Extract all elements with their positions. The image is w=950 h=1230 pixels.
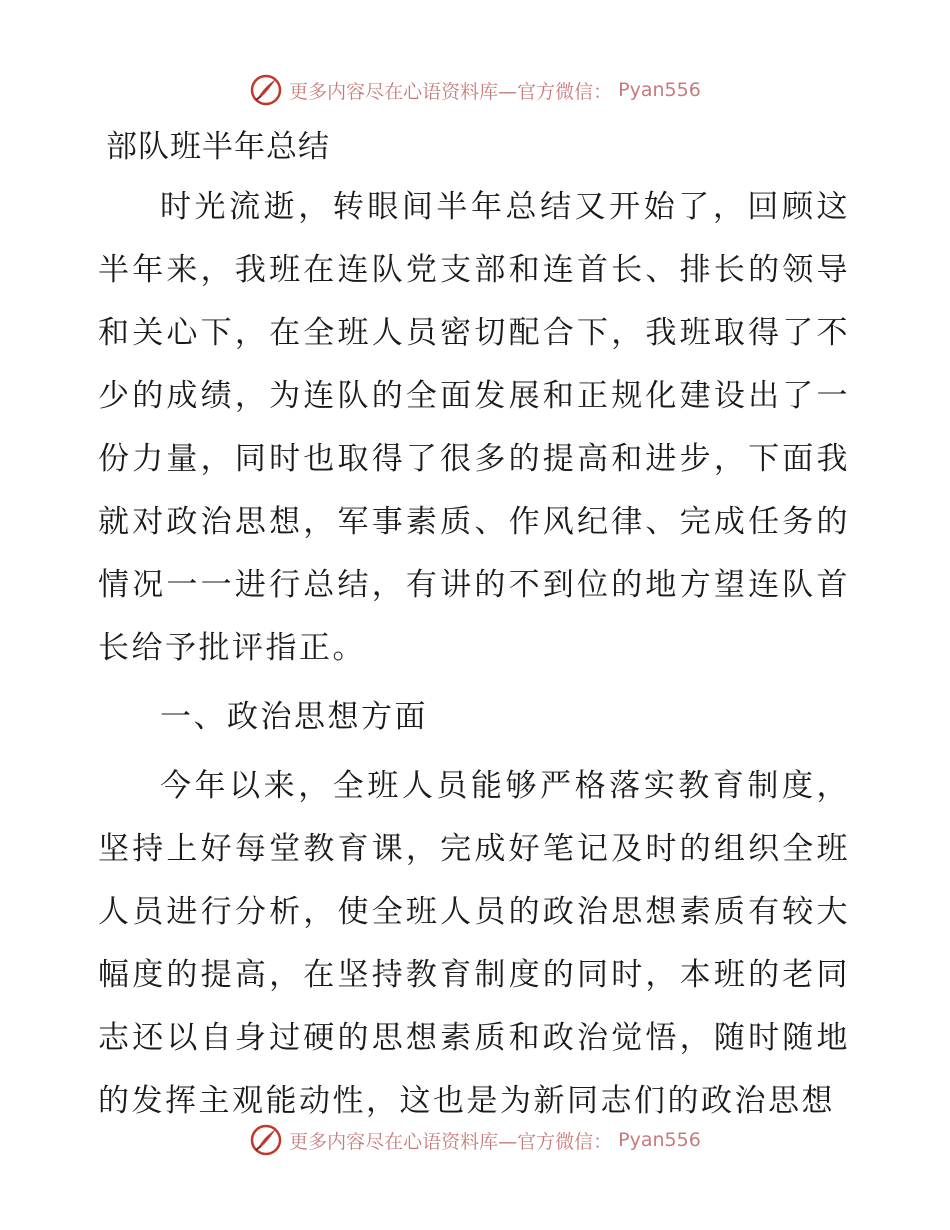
watermark-contact: Pyan556: [618, 79, 701, 101]
quill-pen-logo-icon: [249, 73, 283, 107]
watermark-text: 更多内容尽在心语资料库—官方微信：: [289, 1130, 613, 1153]
watermark-text: 更多内容尽在心语资料库—官方微信：: [289, 80, 613, 103]
paragraph-intro: 时光流逝，转眼间半年总结又开始了，回顾这半年来，我班在连队党支部和连首长、排长的领导和关心下，在全班人员密切配合下，我班取得了不少的成绩，为连队的全面发展和正规化建设出了一份力量，同时也取得了很多的提高和进步，下面我就对政治思想，军事素质、作风纪律、完成任务的情况一一进行总结，有讲的不到位的地方望连队首长给予批评指正。: [98, 189, 850, 666]
section-heading-politics: 一、政治思想方面: [160, 699, 428, 735]
document-title: 部队班半年总结: [106, 129, 330, 165]
quill-pen-logo-icon: [249, 1123, 283, 1157]
watermark-contact: Pyan556: [618, 1129, 701, 1151]
header-watermark: [0, 70, 950, 110]
paragraph-politics: 今年以来，全班人员能够严格落实教育制度，坚持上好每堂教育课，完成好笔记及时的组织全班人员进行分析，使全班人员的政治思想素质有较大幅度的提高，在坚持教育制度的同时，本班的老同志还以自身过硬的思想素质和政治觉悟，随时随地的发挥主观能动性，这也是为新同志们的政治思想: [98, 768, 850, 1119]
footer-watermark: [0, 1120, 950, 1160]
document-body: [98, 122, 850, 1133]
